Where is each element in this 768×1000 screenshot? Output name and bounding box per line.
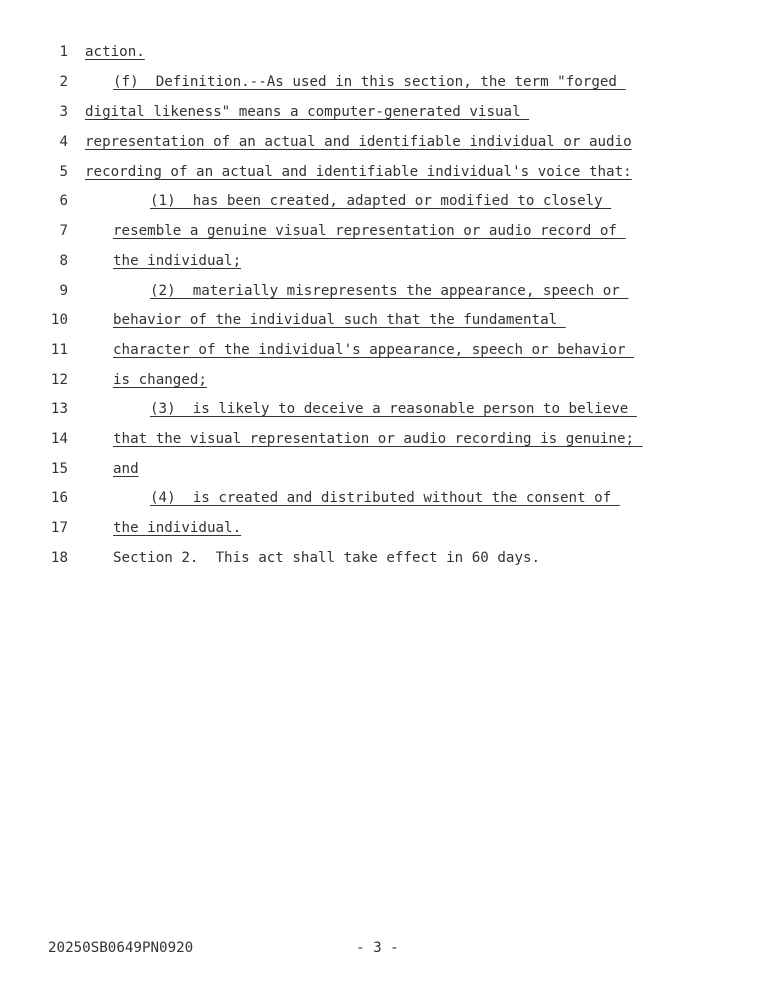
line-number: 16 [50,490,68,506]
page-number: - 3 - [356,940,399,956]
document-line-15 [0,459,768,489]
line-number: 12 [50,372,68,388]
line-text: digital likeness" means a computer-generated visual [85,104,530,120]
line-number: 6 [59,193,68,209]
line-text: character of the individual's appearance, speech or behavior [113,342,635,358]
line-text: resemble a genuine visual representation or audio record of [113,223,626,239]
line-number: 3 [59,104,68,120]
line-text: Section 2. This act shall take effect in 60 days. [113,550,541,566]
line-text: the individual; [113,253,242,269]
line-text: the individual. [113,520,242,536]
line-text: and [113,461,139,477]
document-line-9 [0,281,768,311]
document-line-12 [0,370,768,400]
document-line-2 [0,72,768,102]
document-line-13 [0,399,768,429]
document-line-17 [0,518,768,548]
document-line-3 [0,102,768,132]
document-line-4 [0,132,768,162]
line-number: 15 [50,461,68,477]
line-number: 9 [59,283,68,299]
line-number: 8 [59,253,68,269]
document-line-5 [0,162,768,192]
document-line-6 [0,191,768,221]
line-number: 14 [50,431,68,447]
document-line-8 [0,251,768,281]
line-text: is changed; [113,372,207,388]
document-line-16 [0,488,768,518]
line-text: (2) materially misrepresents the appearance, speech or [150,283,629,299]
line-number: 18 [50,550,68,566]
line-text: behavior of the individual such that the fundamental [113,312,566,328]
document-line-18 [0,548,768,578]
line-number: 10 [50,312,68,328]
document-code: 20250SB0649PN0920 [48,940,194,956]
line-number: 5 [59,164,68,180]
line-number: 11 [50,342,68,358]
line-number: 17 [50,520,68,536]
document-line-14 [0,429,768,459]
line-text: (1) has been created, adapted or modified to closely [150,193,612,209]
line-text: recording of an actual and identifiable individual's voice that: [85,164,632,180]
line-text: (3) is likely to deceive a reasonable person to believe [150,401,637,417]
line-number: 7 [59,223,68,239]
document-line-11 [0,340,768,370]
line-number: 1 [59,44,68,60]
line-number: 4 [59,134,68,150]
line-text: (f) Definition.--As used in this section, the term "forged [113,74,626,90]
line-number: 13 [50,401,68,417]
line-number: 2 [59,74,68,90]
document-line-7 [0,221,768,251]
document-line-1 [0,42,768,72]
line-text: (4) is created and distributed without the consent of [150,490,620,506]
line-text: representation of an actual and identifiable individual or audio [85,134,632,150]
line-text: action. [85,44,145,60]
document-line-10 [0,310,768,340]
line-text: that the visual representation or audio recording is genuine; [113,431,643,447]
